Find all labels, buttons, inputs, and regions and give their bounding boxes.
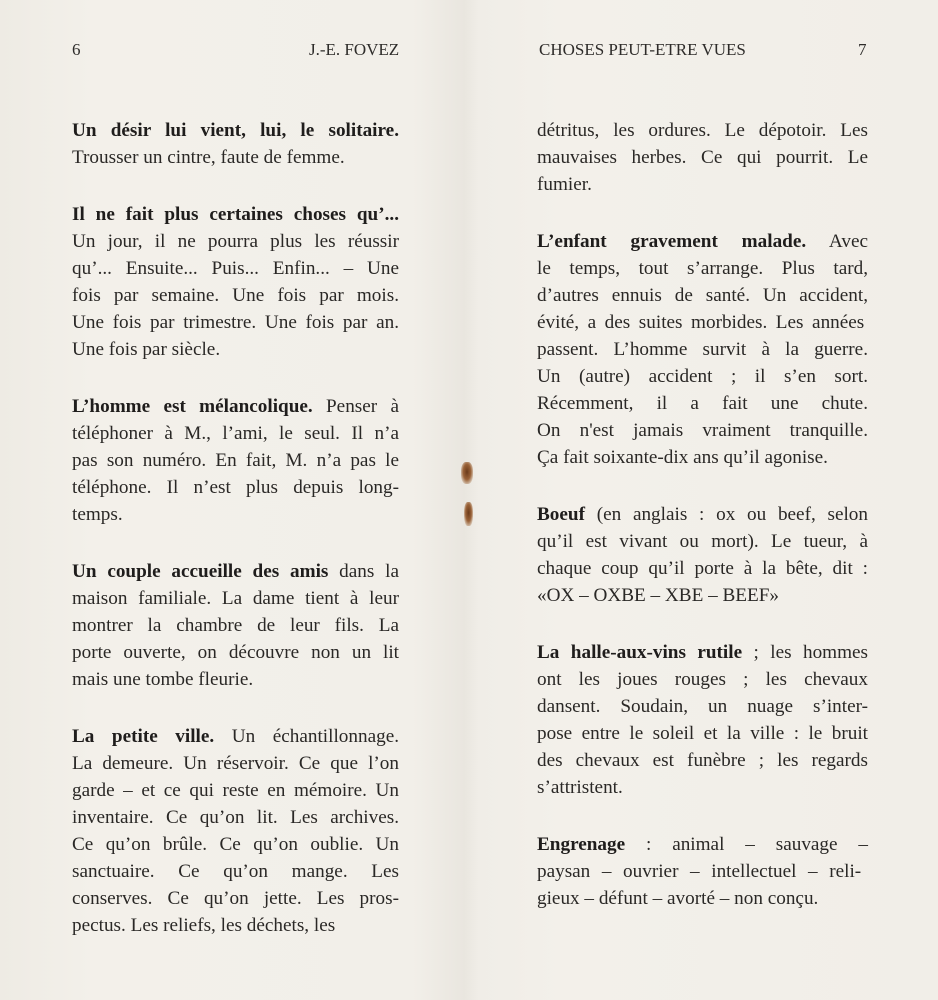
entry-heading: Il ne fait plus certaines choses qu’... [72,204,399,225]
text-column [537,117,868,942]
body-text: sanctuaire. Ce qu’on mange. Les [72,861,399,882]
paragraph [537,501,868,609]
running-head: J.-E. FOVEZ [309,40,400,59]
body-text: détritus, les ordures. Le dépotoir. Les [537,120,868,141]
body-text: des chevaux est funèbre ; les regards [537,750,868,771]
text-line [537,228,868,255]
text-line [72,420,399,447]
text-line [72,750,399,777]
body-text: Récemment, il a fait une chute. [537,393,868,414]
entry-heading: La halle-aux-vins rutile [537,642,743,663]
page-number: 6 [72,40,81,59]
text-line [537,582,868,609]
body-text: fois par semaine. Une fois par mois. [72,285,399,306]
text-line [72,117,399,144]
running-head: CHOSES PEUT-ETRE VUES [539,40,746,59]
paragraph [72,117,399,171]
text-column [72,117,399,969]
body-text: temps. [72,504,123,525]
text-line [537,858,868,885]
entry-heading: Un couple accueille des amis [72,561,329,582]
body-text: chaque coup qu’il porte à la bête, dit : [537,558,868,579]
body-text: Avec [806,231,868,252]
text-line [72,639,399,666]
body-text: ont les joues rouges ; les chevaux [537,669,868,690]
entry-heading: L’homme est mélancolique. [72,396,313,417]
body-text: pas son numéro. En fait, M. n’a pas le [72,450,399,471]
body-text: mauvaises herbes. Ce qui pourrit. Le [537,147,868,168]
text-line [72,912,399,939]
text-line [72,201,399,228]
paragraph [72,201,399,363]
body-text: On n'est jamais vraiment tranquille. [537,420,868,441]
text-line [537,309,868,336]
body-text: évité, a des suites morbides. Les années [537,312,865,333]
text-line [72,228,399,255]
body-text: téléphone. Il n’est plus depuis long- [72,477,399,498]
text-line [72,612,399,639]
body-text: garde – et ce qui reste en mémoire. Un [72,780,399,801]
body-text: inventaire. Ce qu’on lit. Les archives. [72,807,399,828]
text-line [537,666,868,693]
text-line [537,639,868,666]
text-line [72,309,399,336]
text-line [72,723,399,750]
body-text: fumier. [537,174,592,195]
text-line [72,804,399,831]
body-text: (en anglais : ox ou beef, selon [584,504,868,525]
text-line [72,666,399,693]
body-text: s’attristent. [537,777,623,798]
body-text: dansent. Soudain, un nuage s’inter- [537,696,868,717]
body-text: pectus. Les reliefs, les déchets, les [72,915,336,936]
body-text: montrer la chambre de leur fils. La [72,615,399,636]
body-text: : animal – sauvage – [625,834,868,855]
text-line [537,720,868,747]
body-text: téléphoner à M., l’ami, le seul. Il n’a [72,423,399,444]
body-text: Un (autre) accident ; il s’en sort. [537,366,868,387]
body-text: La demeure. Un réservoir. Ce que l’on [72,753,399,774]
body-text: Ce qu’on brûle. Ce qu’on oublie. Un [72,834,399,855]
paper-stain [461,462,473,484]
entry-heading: Engrenage [537,834,626,855]
body-text: Trousser un cintre, faute de femme. [72,147,345,168]
right-page [469,0,938,1000]
body-text: porte ouverte, on découvre non un lit [72,642,399,663]
text-line [537,336,868,363]
body-text: conserves. Ce qu’on jette. Les pros- [72,888,399,909]
paragraph [72,558,399,693]
body-text: Une fois par trimestre. Une fois par an. [72,312,399,333]
text-line [72,447,399,474]
text-line [72,255,399,282]
body-text: Un jour, il ne pourra plus les réussir [72,231,399,252]
text-line [537,501,868,528]
body-text: qu’... Ensuite... Puis... Enfin... – Une [72,258,399,279]
text-line [72,585,399,612]
text-line [537,831,868,858]
text-line [72,282,399,309]
entry-heading: Boeuf [537,504,585,525]
text-line [72,501,399,528]
text-line [537,555,868,582]
body-text: maison familiale. La dame tient à leur [72,588,399,609]
text-line [537,363,868,390]
text-line [537,693,868,720]
paragraph [72,723,399,939]
body-text: gieux – défunt – avorté – non conçu. [537,888,819,909]
body-text: passent. L’homme survit à la guerre. [537,339,868,360]
paper-stain [464,502,473,526]
text-line [537,417,868,444]
paragraph [537,639,868,801]
body-text: pose entre le soleil et la ville : le bruit [537,723,868,744]
text-line [537,747,868,774]
text-line [72,474,399,501]
paragraph [72,393,399,528]
text-line [537,774,868,801]
paragraph [537,117,868,198]
body-text: paysan – ouvrier – intellectuel – reli- [537,861,862,882]
paragraph [537,228,868,471]
text-line [72,885,399,912]
text-line [72,558,399,585]
text-line [537,171,868,198]
entry-heading: Un désir lui vient, lui, le solitaire. [72,120,399,141]
body-text: mais une tombe fleurie. [72,669,254,690]
body-text: d’autres ennuis de santé. Un accident, [537,285,868,306]
text-line [537,117,868,144]
body-text: dans la [328,561,399,582]
body-text: Une fois par siècle. [72,339,221,360]
text-line [537,528,868,555]
body-text: ; les hommes [742,642,868,663]
entry-heading: La petite ville. [72,726,215,747]
text-line [537,444,868,471]
text-line [72,831,399,858]
body-text: qu’il est vivant ou mort). Le tueur, à [537,531,868,552]
text-line [537,255,868,282]
text-line [72,393,399,420]
text-line [537,390,868,417]
text-line [537,282,868,309]
body-text: Penser à [312,396,399,417]
entry-heading: L’enfant gravement malade. [537,231,807,252]
text-line [537,144,868,171]
page-number: 7 [858,40,867,59]
body-text: le temps, tout s’arrange. Plus tard, [537,258,868,279]
text-line [72,858,399,885]
body-text: Un échantillonnage. [214,726,400,747]
text-line [72,777,399,804]
body-text: Ça fait soixante-dix ans qu’il agonise. [537,447,828,468]
text-line [72,336,399,363]
body-text: «OX – OXBE – XBE – BEEF» [537,585,779,606]
text-line [72,144,399,171]
text-line [537,885,868,912]
paragraph [537,831,868,912]
